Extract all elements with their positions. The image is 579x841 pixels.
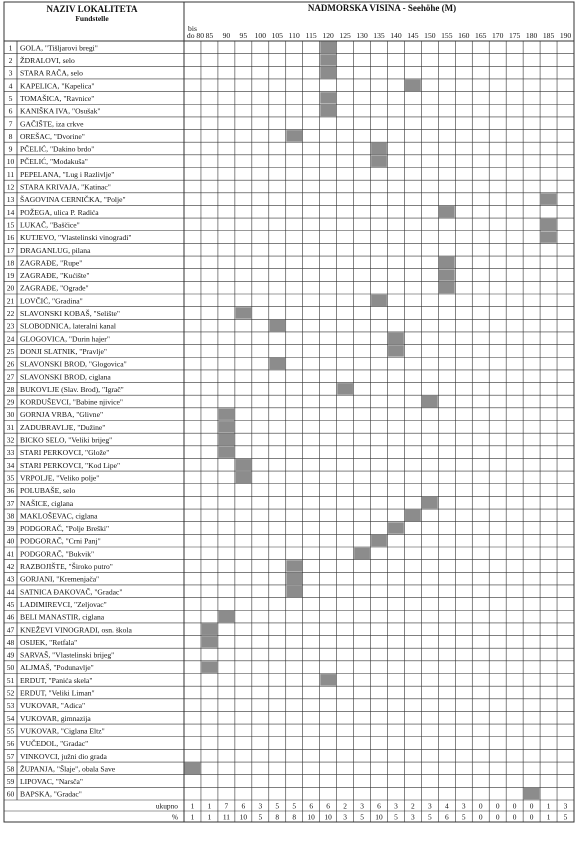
shaded-cell (235, 307, 251, 318)
column-header: 170 (492, 31, 504, 40)
row-name: LIPOVAC, "Narsča" (20, 777, 84, 787)
row-number: 5 (8, 93, 13, 103)
row-number: 52 (6, 688, 15, 698)
ukupno-value: 6 (241, 801, 246, 811)
shaded-cell (388, 345, 404, 356)
percent-label: % (171, 812, 178, 822)
row-name: SLAVONSKI KOBAŠ, "Selište" (20, 309, 120, 318)
row-name: VRPOLJE, "Veliko polje" (20, 473, 100, 483)
row-name: LUKAČ, "Baščice" (20, 220, 80, 230)
row-number: 23 (6, 321, 15, 331)
shaded-cell (422, 396, 438, 407)
shaded-cell (235, 459, 251, 470)
column-header: 135 (373, 31, 385, 40)
row-name: SLAVONSKI BROD, "Glogovica" (20, 359, 127, 369)
percent-value: 0 (478, 812, 483, 822)
shaded-cell (269, 320, 285, 331)
row-name: STARI PERKOVCI, "Glože" (20, 448, 110, 458)
shaded-cell (541, 231, 557, 242)
ukupno-value: 3 (428, 801, 432, 811)
left-header-title: NAZIV LOKALITETA (46, 4, 138, 14)
row-number: 37 (6, 498, 15, 508)
ukupno-value: 1 (546, 801, 551, 811)
percent-value: 10 (324, 812, 332, 822)
shaded-cell (202, 624, 218, 635)
row-number: 26 (6, 359, 15, 369)
row-name: POLUBAŠE, selo (20, 486, 76, 496)
row-number: 14 (6, 207, 15, 217)
column-header: 90 (222, 31, 231, 40)
column-header: 150 (424, 31, 436, 40)
shaded-cell (388, 333, 404, 344)
row-name: KAPELICA, "Kapelica" (20, 81, 95, 91)
shaded-cell (320, 42, 336, 53)
row-number: 17 (6, 245, 15, 255)
percent-value: 5 (360, 812, 364, 822)
row-number: 36 (6, 486, 15, 496)
row-number: 4 (8, 81, 13, 91)
row-labels (7, 43, 133, 798)
left-header-subtitle: Fundstelle (75, 14, 109, 23)
row-name: ZAGRAĐE, "Rupe" (20, 258, 83, 268)
row-name: ZAGRAĐE, "Kućište" (20, 271, 90, 281)
row-name: ALJMAŠ, "Podunavlje" (20, 663, 94, 673)
row-number: 41 (6, 549, 15, 559)
percent-value: 1 (207, 812, 212, 822)
row-name: GORNJA VRBA, "Glivne" (20, 410, 104, 420)
shaded-cell (422, 497, 438, 508)
row-number: 43 (6, 574, 15, 584)
percent-value: 11 (222, 812, 230, 822)
percent-value: 5 (461, 812, 466, 822)
row-name: STARA KRIVAJA, "Katinac" (20, 182, 111, 192)
row-number: 58 (6, 764, 15, 774)
row-name: KUTJEVO, "Vlastelinski vinogradi" (20, 233, 132, 243)
row-number: 22 (6, 309, 15, 318)
row-name: VUKOVAR, gimnazija (20, 713, 91, 723)
percent-value: 0 (529, 812, 534, 822)
shaded-cell (320, 674, 336, 685)
ukupno-value: 0 (529, 801, 534, 811)
row-number: 44 (6, 587, 15, 597)
shaded-cell (439, 282, 455, 293)
row-number: 16 (6, 233, 15, 243)
column-header: 105 (271, 31, 283, 40)
ukupno-value: 6 (309, 801, 314, 811)
ukupno-value: 3 (360, 801, 364, 811)
ukupno-value: 2 (343, 801, 347, 811)
row-name: ŽDRALOVI, selo (20, 56, 75, 65)
ukupno-value: 0 (495, 801, 500, 811)
shaded-cell (202, 636, 218, 647)
row-number: 15 (6, 220, 15, 230)
row-name: PODGORAČ, "Bukvik" (20, 549, 95, 559)
percent-value: 10 (375, 812, 383, 822)
ukupno-value: 4 (444, 801, 449, 811)
shaded-cell (405, 510, 421, 521)
row-number: 27 (6, 372, 15, 382)
row-number: 51 (6, 675, 15, 685)
percent-value: 3 (343, 812, 347, 822)
ukupno-value: 2 (411, 801, 415, 811)
column-header-first-line2: do 80 (186, 31, 205, 40)
shaded-cell (541, 219, 557, 230)
percent-value: 0 (495, 812, 500, 822)
ukupno-value: 6 (326, 801, 330, 811)
column-header: 85 (205, 31, 214, 40)
row-number: 18 (6, 258, 15, 268)
row-name: BELI MANASTIR, ciglana (20, 612, 105, 622)
row-number: 30 (6, 410, 15, 420)
shaded-cell (269, 358, 285, 369)
column-header: 140 (390, 31, 402, 40)
ukupno-value: 1 (207, 801, 212, 811)
row-name: SATNICA ĐAKOVAČ, "Gradac" (20, 587, 123, 597)
ukupno-value: 0 (512, 801, 517, 811)
row-name: POŽEGA, ulica P. Radića (20, 207, 99, 217)
ukupno-value: 3 (394, 801, 398, 811)
row-name: TOMAŠICA, "Ravnice" (20, 93, 95, 103)
shaded-cell (219, 611, 235, 622)
ukupno-value: 1 (190, 801, 195, 811)
row-number: 33 (6, 448, 15, 458)
row-name: ERDUT, "Panića skela" (20, 675, 93, 685)
row-name: KORDUŠEVCI, "Babine njivice" (20, 397, 124, 407)
ukupno-value: 7 (224, 801, 229, 811)
row-name: STARA RAČA, selo (20, 68, 83, 78)
row-number: 1 (8, 43, 13, 53)
shaded-cell (405, 80, 421, 91)
row-number: 3 (8, 68, 13, 78)
percent-value: 6 (444, 812, 449, 822)
shaded-cell (439, 269, 455, 280)
row-number: 31 (6, 422, 15, 432)
row-name: MAKLOŠEVAC, ciglana (20, 511, 98, 521)
row-name: DONJI SLATNIK, "Pravlje" (20, 346, 107, 356)
shaded-cell (286, 586, 302, 597)
row-number: 11 (6, 169, 15, 179)
row-number: 8 (8, 131, 13, 141)
row-number: 12 (6, 182, 15, 192)
row-name: LOVČIĆ, "Gradina" (20, 296, 83, 306)
right-header-title: NADMORSKA VISINA - Seehöhe (M) (307, 3, 457, 13)
row-number: 20 (6, 283, 15, 293)
row-number: 7 (8, 119, 13, 129)
shaded-cell (202, 661, 218, 672)
row-number: 10 (6, 157, 15, 167)
ukupno-value: 3 (258, 801, 263, 811)
row-number: 50 (6, 663, 15, 673)
shaded-cell (524, 788, 540, 799)
row-number: 24 (6, 334, 15, 344)
column-header: 160 (458, 31, 470, 40)
row-name: ŽUPANJA, "Šlaje", obala Save (20, 764, 116, 774)
column-header: 190 (559, 31, 572, 40)
row-number: 29 (6, 397, 15, 407)
shaded-cell (219, 434, 235, 445)
row-number: 13 (6, 195, 15, 205)
percent-value: 8 (275, 812, 280, 822)
row-number: 34 (6, 460, 15, 470)
ukupno-label: ukupno (155, 801, 178, 811)
row-name: GAČIŠTE, iza crkve (20, 119, 84, 129)
row-number: 21 (6, 296, 15, 306)
ukupno-value: 3 (461, 801, 466, 811)
percent-value: 5 (394, 812, 398, 822)
ukupno-value: 3 (563, 801, 568, 811)
shaded-cell (388, 522, 404, 533)
row-number: 2 (8, 56, 13, 65)
row-name: VINKOVCI, južni dio grada (20, 751, 107, 761)
shaded-cell (320, 92, 336, 103)
row-name: PEPELANA, "Lug i Razlivlje" (20, 169, 115, 179)
column-headers (187, 24, 571, 40)
column-header: 180 (525, 31, 538, 40)
ukupno-value: 5 (275, 801, 280, 811)
row-number: 55 (6, 726, 15, 736)
column-header-first-line1: bis (188, 24, 197, 33)
percent-value: 10 (239, 812, 248, 822)
row-name: VUKOVAR, "Adica" (20, 701, 86, 711)
row-name: GLOGOVICA, "Durin hajer" (20, 334, 110, 344)
row-number: 59 (6, 777, 15, 787)
row-name: SARVAŠ, "Vlastelinski brijeg" (20, 650, 115, 660)
percent-value: 5 (563, 812, 568, 822)
shaded-cell (320, 105, 336, 116)
percent-value: 5 (258, 812, 263, 822)
shaded-cell (219, 421, 235, 432)
row-name: PODGORAČ, "Polje Breški" (20, 524, 110, 534)
row-name: VUKOVAR, "Ciglana Eltz" (20, 726, 105, 736)
row-number: 6 (8, 106, 13, 116)
row-name: ERDUT, "Veliki Liman" (20, 688, 95, 698)
row-number: 49 (6, 650, 15, 660)
shaded-cell (219, 408, 235, 419)
percent-value: 0 (512, 812, 517, 822)
row-name: PČELIĆ, "Dakino brdo" (20, 144, 95, 154)
row-name: ŠAGOVINA CERNIČKA, "Polje" (20, 195, 126, 205)
shaded-cell (219, 446, 235, 457)
shaded-cell (371, 535, 387, 546)
row-number: 60 (6, 789, 15, 799)
column-header: 165 (475, 31, 487, 40)
shaded-cell (286, 130, 302, 141)
ukupno-value: 0 (478, 801, 483, 811)
percent-value: 8 (292, 812, 297, 822)
row-number: 38 (6, 511, 15, 521)
column-header: 95 (239, 31, 248, 40)
row-name: STARI PERKOVCI, "Kod Lipe" (20, 460, 121, 470)
row-name: DRAGANLUG, pilana (20, 245, 91, 255)
shaded-cell (439, 257, 455, 268)
row-number: 25 (6, 346, 15, 356)
row-number: 48 (6, 637, 15, 647)
row-number: 32 (6, 435, 15, 445)
row-number: 40 (6, 536, 15, 546)
row-name: SLAVONSKI BROD, ciglana (20, 372, 111, 382)
row-number: 35 (6, 473, 15, 483)
shaded-cell (371, 143, 387, 154)
ukupno-value: 5 (292, 801, 297, 811)
row-number: 28 (6, 384, 15, 394)
percent-value: 3 (411, 812, 415, 822)
column-header: 120 (322, 31, 334, 40)
row-name: KANIŠKA IVA, "Osušak" (20, 106, 101, 116)
row-number: 53 (6, 701, 15, 711)
ukupno-value: 6 (377, 801, 381, 811)
row-name: BAPSKA, "Gradac" (20, 789, 82, 799)
row-number: 56 (6, 739, 15, 749)
shaded-cell (185, 763, 201, 774)
row-number: 9 (8, 144, 13, 154)
percent-value: 5 (428, 812, 432, 822)
row-name: BUKOVLJE (Slav. Brod), "Igrač" (20, 384, 124, 394)
shaded-cell (286, 560, 302, 571)
column-header: 145 (407, 31, 419, 40)
shaded-cell (320, 54, 336, 65)
row-name: LADIMIREVCI, "Zeljovac" (20, 599, 107, 609)
row-number: 46 (6, 612, 15, 622)
row-name: NAŠICE, ciglana (20, 498, 74, 508)
row-name: KNEŽEVI VINOGRADI, osn. škola (20, 625, 132, 635)
column-header: 115 (305, 31, 317, 40)
column-header: 130 (356, 31, 368, 40)
row-number: 47 (6, 625, 15, 635)
column-header: 125 (339, 31, 351, 40)
column-header: 185 (542, 31, 555, 40)
row-name: GORJANI, "Kremenjača" (20, 574, 100, 584)
percent-value: 10 (307, 812, 315, 822)
row-name: BICKO SELO, "Veliki brijeg" (20, 435, 113, 445)
row-name: OREŠAC, "Dvorine" (20, 131, 85, 141)
column-header: 175 (508, 31, 521, 40)
column-header: 110 (288, 31, 300, 40)
row-name: VUČEDOL, "Gradac" (20, 739, 89, 749)
row-number: 54 (6, 713, 15, 723)
shaded-cell (235, 472, 251, 483)
row-name: ZAGRAĐE, "Ograđe" (20, 283, 89, 293)
shaded-cell (354, 548, 370, 559)
shaded-cell (371, 155, 387, 166)
row-name: SLOBODNICA, lateralni kanal (20, 321, 116, 331)
row-name: PODGORAČ, "Crni Panj" (20, 536, 101, 546)
shaded-cell (371, 295, 387, 306)
row-number: 45 (6, 599, 15, 609)
shaded-cell (541, 193, 557, 204)
row-number: 42 (6, 562, 15, 571)
shaded-cell (286, 573, 302, 584)
row-name: RAZBOJIŠTE, "Široko putro" (20, 562, 113, 571)
column-header: 100 (254, 31, 266, 40)
column-header: 155 (441, 31, 453, 40)
row-name: OSIJEK, "Retfala" (20, 637, 78, 647)
shaded-cell (320, 67, 336, 78)
percent-value: 1 (190, 812, 195, 822)
row-name: ZADUBRAVLJE, "Dužine" (20, 422, 106, 432)
shaded-cell (337, 383, 353, 394)
row-number: 39 (6, 524, 15, 534)
percent-value: 1 (546, 812, 551, 822)
row-name: GOLA, "Tišljarovi bregi" (20, 43, 98, 53)
row-number: 19 (6, 271, 15, 281)
row-name: PČELIĆ, "Modakuša" (20, 157, 88, 167)
row-number: 57 (6, 751, 15, 761)
shaded-cell (439, 206, 455, 217)
